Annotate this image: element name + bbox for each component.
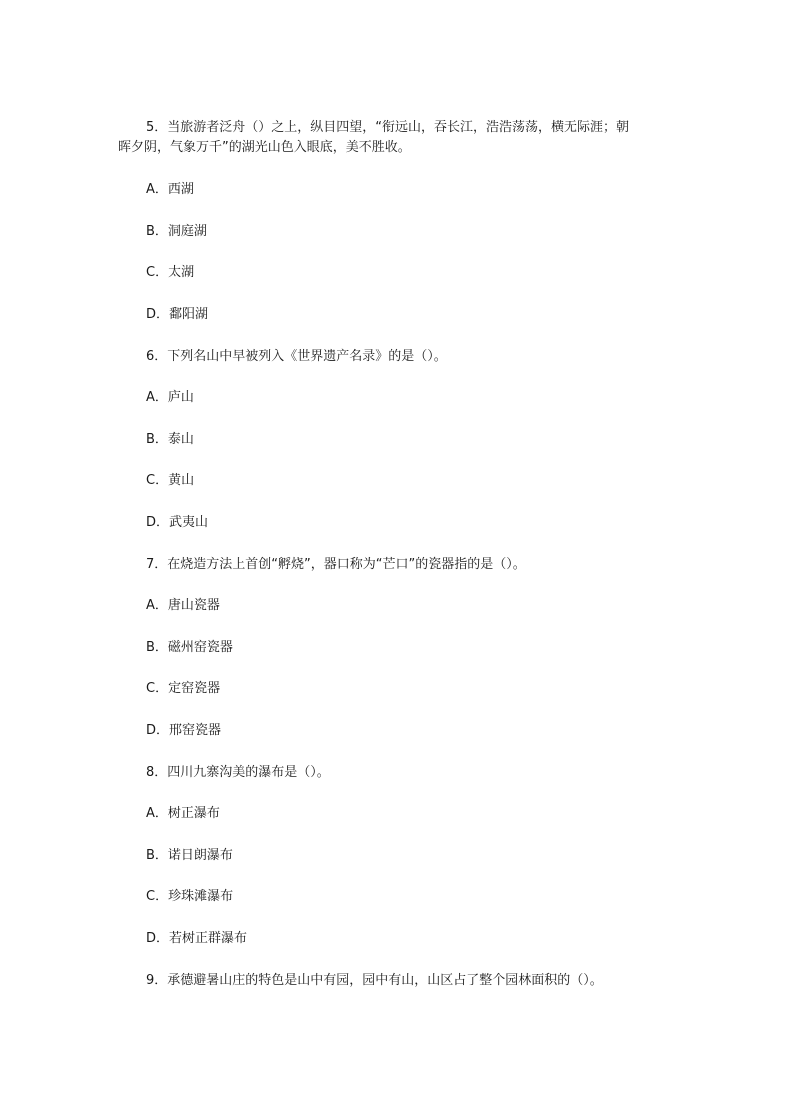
option-text: 磁州窑瓷器 xyxy=(167,640,233,655)
option-text: 黄山 xyxy=(168,473,195,488)
option-text: 唐山瓷器 xyxy=(167,598,220,613)
question-7 xyxy=(146,556,526,574)
option-text: 若树正群瀑布 xyxy=(169,931,248,946)
question-text: 承德避暑山庄的特色是山中有园，园中有山，山区占了整个园林面积的（）。 xyxy=(167,973,603,988)
question-5-option-c xyxy=(146,264,194,282)
question-6-option-d xyxy=(146,514,208,532)
question-8-option-b xyxy=(146,847,233,865)
option-letter: D． xyxy=(146,723,170,738)
option-letter: A． xyxy=(146,390,168,405)
option-letter: A． xyxy=(146,598,168,613)
question-6-option-a xyxy=(146,389,194,407)
question-text: 下列名山中早被列入《世界遗产名录》的是（）。 xyxy=(167,349,447,364)
question-5-line-1 xyxy=(146,119,629,137)
question-5-option-a xyxy=(146,181,194,199)
question-8-option-a xyxy=(146,805,220,823)
option-text: 诺日朗瀑布 xyxy=(167,848,233,863)
option-letter: D． xyxy=(146,307,170,322)
question-7-option-c xyxy=(146,680,220,698)
question-number: 5． xyxy=(146,120,168,135)
question-number: 7． xyxy=(146,557,168,572)
question-text-continued: 晖夕阴，气象万千”的湖光山色入眼底，美不胜收。 xyxy=(118,140,411,155)
option-letter: D． xyxy=(146,931,170,946)
question-text: 四川九寨沟美的瀑布是（）。 xyxy=(167,765,330,780)
option-letter: C． xyxy=(146,473,169,488)
option-text: 定窑瓷器 xyxy=(168,681,221,696)
option-text: 树正瀑布 xyxy=(167,806,220,821)
option-letter: B． xyxy=(146,848,168,863)
question-7-option-b xyxy=(146,639,233,657)
option-text: 洞庭湖 xyxy=(167,224,207,239)
option-letter: B． xyxy=(146,224,168,239)
option-text: 鄱阳湖 xyxy=(169,307,209,322)
question-5-option-b xyxy=(146,223,207,241)
option-letter: C． xyxy=(146,889,169,904)
question-number: 6． xyxy=(146,349,168,364)
option-letter: A． xyxy=(146,806,168,821)
option-letter: B． xyxy=(146,432,168,447)
question-7-option-a xyxy=(146,597,220,615)
question-6 xyxy=(146,348,447,366)
question-6-option-c xyxy=(146,472,194,490)
option-text: 邢窑瓷器 xyxy=(169,723,222,738)
option-letter: A． xyxy=(146,182,168,197)
option-text: 太湖 xyxy=(168,265,195,280)
question-8-option-c xyxy=(146,888,233,906)
option-letter: B． xyxy=(146,640,168,655)
question-5-line-2 xyxy=(118,139,411,157)
option-text: 庐山 xyxy=(167,390,194,405)
option-text: 泰山 xyxy=(167,432,194,447)
option-text: 武夷山 xyxy=(169,515,209,530)
option-text: 珍珠滩瀑布 xyxy=(168,889,234,904)
option-text: 西湖 xyxy=(167,182,194,197)
question-9 xyxy=(146,972,603,990)
question-7-option-d xyxy=(146,722,221,740)
question-5-option-d xyxy=(146,306,208,324)
question-8-option-d xyxy=(146,930,247,948)
question-text: 在烧造方法上首创“孵烧”，器口称为“芒口”的瓷器指的是（）。 xyxy=(167,557,526,572)
question-8 xyxy=(146,764,330,782)
question-number: 9． xyxy=(146,973,168,988)
option-letter: C． xyxy=(146,265,169,280)
question-number: 8． xyxy=(146,765,168,780)
question-6-option-b xyxy=(146,431,194,449)
option-letter: D． xyxy=(146,515,170,530)
question-text: 当旅游者泛舟（）之上，纵目四望，“衔远山，吞长江，浩浩荡荡，横无际涯；朝 xyxy=(167,120,630,135)
option-letter: C． xyxy=(146,681,169,696)
